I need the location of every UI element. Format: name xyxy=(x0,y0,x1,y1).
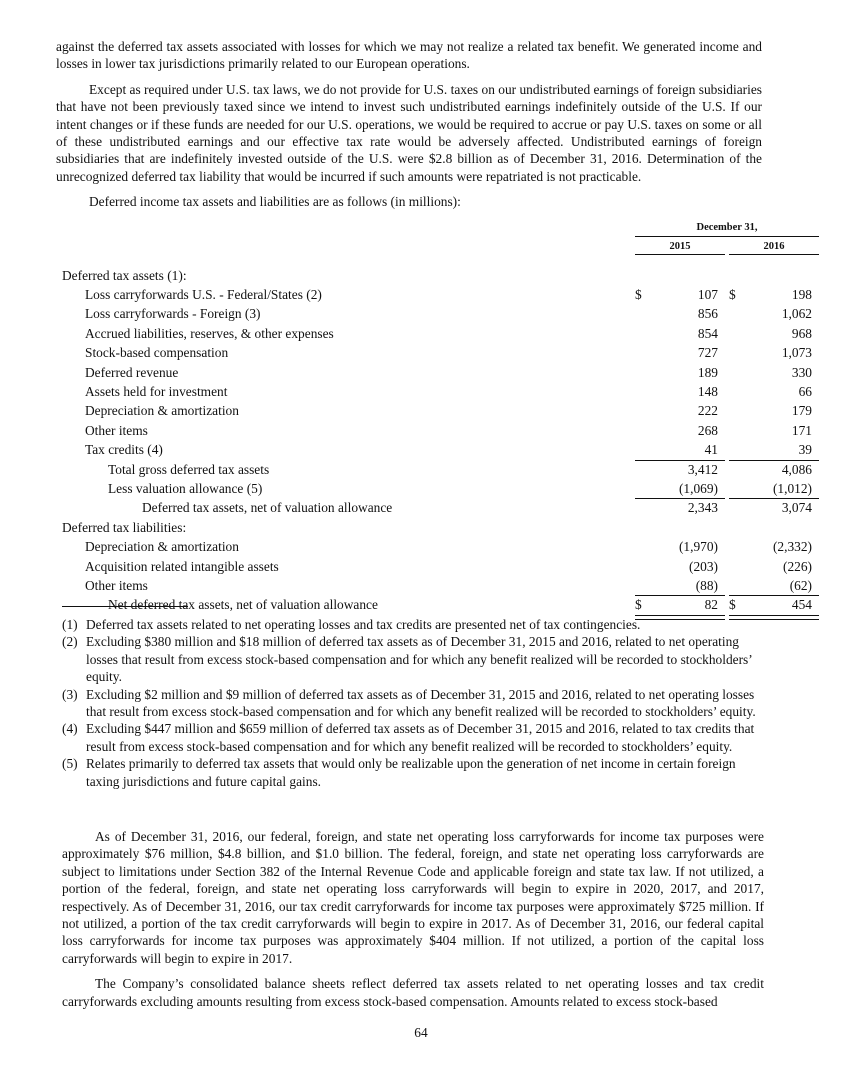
currency-symbol: $ xyxy=(729,287,736,303)
subtotal-rule xyxy=(729,460,819,461)
row-label: Net deferred tax assets, net of valuation allowance xyxy=(108,597,378,613)
value-2016: 968 xyxy=(791,325,812,341)
column-header-2015: 2015 xyxy=(669,240,691,252)
row-label: Deferred tax liabilities: xyxy=(62,519,187,535)
value-2015: (1,970) xyxy=(678,539,718,555)
table-row xyxy=(56,538,818,557)
table-row xyxy=(56,267,818,286)
value-2015: 2,343 xyxy=(687,500,718,516)
value-2016: 179 xyxy=(791,403,812,419)
footnote-text: Deferred tax assets related to net operating losses and tax credits are presented net of tax contingencies. xyxy=(86,617,641,632)
value-2016: 66 xyxy=(798,384,812,400)
value-2016: 330 xyxy=(791,364,812,380)
value-2016: (2,332) xyxy=(772,539,812,555)
currency-symbol: $ xyxy=(729,597,736,613)
table-row xyxy=(56,383,818,402)
table-row xyxy=(56,344,818,363)
paragraph: The Company’s consolidated balance sheets reflect deferred tax assets related to net operating losses and tax credit carryforwards excluding amounts resulting from excess stock-based compensation. Amounts related to excess stock-based xyxy=(62,976,764,1009)
value-2016: (226) xyxy=(782,558,812,574)
row-label: Depreciation & amortization xyxy=(85,403,239,419)
footnote-number: (4) xyxy=(62,721,78,737)
row-label: Tax credits (4) xyxy=(85,442,163,458)
value-2015: 854 xyxy=(697,325,718,341)
footnote xyxy=(62,616,764,633)
row-label: Stock-based compensation xyxy=(85,345,229,361)
footnote xyxy=(62,755,764,790)
subtotal-rule xyxy=(635,498,725,499)
subtotal-rule xyxy=(729,498,819,499)
table-row xyxy=(56,325,818,344)
value-2015: (203) xyxy=(688,558,718,574)
table-row xyxy=(56,441,818,460)
row-label: Deferred revenue xyxy=(85,364,179,380)
value-2016: 198 xyxy=(791,287,812,303)
value-2016: 4,086 xyxy=(781,461,812,477)
value-2015: 107 xyxy=(697,287,718,303)
value-2016: 3,074 xyxy=(781,500,812,516)
paragraph: Except as required under U.S. tax laws, we do not provide for U.S. taxes on our undistributed earnings of foreign subsidiaries that have not been previously taxed since we intend to invest such undistributed earnings indefinitely outside of the U.S. If our intent changes or if these funds are needed for our U.S. operations, we would be required to accrue or pay U.S. taxes on some or all of these undistributed earnings and our effective tax rate would be adversely affected. Undistributed earnings of foreign subsidiaries that are indefinitely invested outside of the U.S. were $2.8 billion as of December 31, 2016. Determination of the unrecognized deferred tax liability that would be incurred if such amounts were repatriated is not practicable. xyxy=(56,81,762,184)
footnote xyxy=(62,720,764,755)
paragraph: As of December 31, 2016, our federal, foreign, and state net operating loss carryforwards for income tax purposes were approximately $76 million, $4.8 billion, and $1.0 billion. The federal, foreign, and state net operating loss carryforwards are subject to limitations under Section 382 of the Internal Revenue Code and applicable foreign and state tax law. If not utilized, a portion of the federal, foreign, and state net operating loss carryforwards will begin to expire in 2020, 2017, and 2017, respectively. As of December 31, 2016, our tax credit carryforwards for income tax purposes were approximately $725 million. If not utilized, a portion of the tax credit carryforwards will begin to expire in 2017. As of December 31, 2016, our federal capital loss carryforwards for income tax purposes was approximately $404 million. If not utilized, a portion of the capital loss carryforwards will begin to expire in 2017. xyxy=(62,829,764,966)
document-page xyxy=(56,38,812,1009)
value-2016: 39 xyxy=(798,442,812,458)
table-row xyxy=(56,499,818,518)
value-2015: 727 xyxy=(697,345,718,361)
paragraph: Deferred income tax assets and liabilities are as follows (in millions): xyxy=(89,194,461,210)
value-2015: 222 xyxy=(697,403,718,419)
footnotes xyxy=(62,616,764,790)
footnote-number: (1) xyxy=(62,617,78,632)
row-label: Total gross deferred tax assets xyxy=(108,461,270,477)
table-row xyxy=(56,422,818,441)
table-row xyxy=(56,480,818,499)
row-label: Assets held for investment xyxy=(85,384,228,400)
table-row xyxy=(56,305,818,324)
value-2015: 3,412 xyxy=(687,461,718,477)
row-label: Other items xyxy=(85,422,148,438)
row-label: Loss carryforwards U.S. - Federal/States (2) xyxy=(85,287,322,303)
currency-symbol: $ xyxy=(635,597,642,613)
value-2015: 856 xyxy=(697,306,718,322)
total-rule xyxy=(635,595,725,596)
footnote-number: (5) xyxy=(62,756,78,772)
row-label: Acquisition related intangible assets xyxy=(85,558,279,574)
value-2015: 82 xyxy=(704,597,718,613)
table-header-date: December 31, xyxy=(696,221,758,233)
paragraph: against the deferred tax assets associated with losses for which we may not realize a related tax benefit. We generated income and losses in lower tax jurisdictions primarily related to our European operations. xyxy=(56,39,762,72)
footnote-text: Relates primarily to deferred tax assets that would only be realizable upon the generation of net income in certain foreign taxing jurisdictions and future capital gains. xyxy=(86,756,736,789)
total-rule xyxy=(729,595,819,596)
table-row xyxy=(56,519,818,538)
table-row xyxy=(56,364,818,383)
currency-symbol: $ xyxy=(635,287,642,303)
table-row xyxy=(56,558,818,577)
value-2016: 171 xyxy=(791,422,812,438)
row-label: Depreciation & amortization xyxy=(85,539,239,555)
table-row xyxy=(56,286,818,305)
value-2016: (62) xyxy=(789,578,812,594)
deferred-tax-table xyxy=(56,221,812,613)
value-2016: 454 xyxy=(791,597,812,613)
value-2016: 1,062 xyxy=(781,306,812,322)
value-2016: 1,073 xyxy=(781,345,812,361)
row-label: Deferred tax assets (1): xyxy=(62,267,187,283)
table-row xyxy=(56,461,818,480)
footnote-text: Excluding $2 million and $9 million of deferred tax assets as of December 31, 2015 and 2016, related to net operating losses that result from excess stock-based compensation and for which any benefit realized will be recorded to stockholders’ equity. xyxy=(86,686,756,720)
footnote xyxy=(62,633,764,685)
footnote xyxy=(62,686,764,721)
header-rule xyxy=(635,236,819,237)
row-label: Loss carryforwards - Foreign (3) xyxy=(85,306,261,322)
row-label: Accrued liabilities, reserves, & other expenses xyxy=(85,325,334,341)
value-2015: 41 xyxy=(704,442,718,458)
header-rule xyxy=(729,254,819,255)
row-label: Other items xyxy=(85,578,148,594)
page-number: 64 xyxy=(414,1025,428,1040)
column-header-2016: 2016 xyxy=(763,240,785,252)
row-label: Deferred tax assets, net of valuation allowance xyxy=(142,500,393,516)
header-rule xyxy=(635,254,725,255)
value-2015: 189 xyxy=(697,364,718,380)
footnote-text: Excluding $447 million and $659 million of deferred tax assets as of December 31, 2015 and 2016, related to tax credits that result from excess stock-based compensation and for which any benefit realized will be recorded to stockholders’ equity. xyxy=(86,721,755,754)
footnote-number: (2) xyxy=(62,634,78,650)
body-text xyxy=(62,828,764,1010)
footnote-rule xyxy=(62,606,188,607)
value-2015: 148 xyxy=(697,384,718,400)
value-2015: (1,069) xyxy=(678,481,718,497)
footnote-number: (3) xyxy=(62,686,78,702)
footnote-text: Excluding $380 million and $18 million of deferred tax assets as of December 31, 2015 and 2016, related to net operating losses that result from excess stock-based compensation and for which any benefit realized will be recorded to stockholders’ equity. xyxy=(86,634,752,685)
table-row xyxy=(56,577,818,596)
value-2016: (1,012) xyxy=(772,481,812,497)
row-label: Less valuation allowance (5) xyxy=(108,481,263,497)
value-2015: (88) xyxy=(695,578,718,594)
table-row xyxy=(56,402,818,421)
subtotal-rule xyxy=(635,460,725,461)
value-2015: 268 xyxy=(697,422,718,438)
